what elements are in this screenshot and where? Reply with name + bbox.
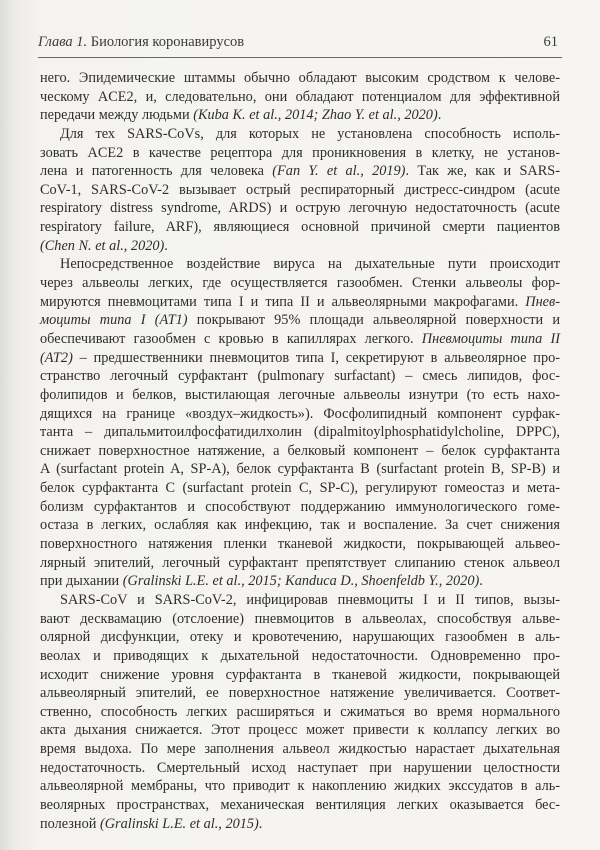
text-segment: лярный эпителий, легочный сурфактант препятствует слипанию стенок альвеол: [40, 554, 560, 571]
text-segment: .: [258, 815, 263, 832]
text-segment: дящихся на границе «воздух–жидкость»). Фосфолипидный компонент сурфак-: [40, 405, 560, 422]
text-line: [40, 666, 560, 685]
text-line: [40, 684, 560, 703]
text-segment: веолярных пространствах, механическая вентиляция легких оказывается бес-: [40, 796, 560, 813]
text-line: [40, 721, 560, 740]
text-line: [40, 349, 560, 368]
header-rule: [38, 57, 562, 58]
text-segment: остаза в легких, ослабляя как инфекцию, так и воспаление. За счет снижения: [40, 517, 560, 534]
text-segment: . Так же, как и SARS-: [405, 163, 561, 180]
text-segment: respiratory failure, ARF), являющиеся основной причиной смерти пациентов: [40, 219, 560, 236]
text-line: [40, 237, 560, 256]
text-line: [40, 591, 560, 610]
text-line: [40, 69, 560, 88]
chapter-label: Глава 1.: [38, 34, 88, 50]
text-line: [40, 610, 560, 629]
text-segment: при дыхании: [40, 573, 123, 590]
text-segment: respiratory distress syndrome, ARDS) и острую легочную недостаточность (acute: [40, 200, 560, 217]
text-line: [40, 255, 560, 274]
text-line: [40, 144, 560, 163]
text-segment: обеспечивают газообмен с кровью в капиллярах легкого.: [40, 330, 422, 347]
text-segment: полезной: [40, 815, 100, 832]
text-line: [40, 125, 560, 144]
text-segment: мируются пневмоцитами типа I и типа II и альвеолярными макрофагами.: [40, 293, 526, 310]
text-segment: передачи между людьми: [40, 107, 194, 124]
text-segment: него. Эпидемические штаммы обычно обладают высоким сродством к челове-: [40, 70, 560, 86]
text-line: [40, 815, 560, 834]
text-segment: лена и патогенность для человека: [40, 163, 273, 180]
text-segment: альвеолярной мембраны, что приводит к накоплению жидких экссудатов в аль-: [40, 778, 560, 795]
text-line: [40, 274, 560, 293]
text-segment: A (surfactant protein A, SP-A), белок сурфактанта B (surfactant protein B, SP-B) и: [40, 461, 560, 478]
citation-or-term: (Gralinski L.E. et al., 2015): [99, 815, 259, 832]
text-segment: ственно, способность легких расширяться и сжиматься во время нормального: [40, 703, 560, 720]
text-segment: через альвеолы легких, где осуществляется газообмен. Стенки альвеолы фор-: [40, 275, 560, 292]
text-segment: фолипидов и белков, выстилающая легочные альвеолы изнутри (то есть нахо-: [40, 386, 560, 403]
text-line: [40, 535, 560, 554]
text-segment: время выдоха. По мере заполнения альвеол жидкостью нарастает дыхательная: [40, 741, 560, 758]
text-line: [40, 423, 560, 442]
text-line: [40, 777, 560, 796]
text-segment: – предшественники пневмоцитов типа I, секретируют в альвеолярное про-: [72, 349, 560, 366]
text-line: [40, 88, 560, 107]
running-header: [38, 34, 560, 56]
text-segment: альвеолярный эпителий, ее поверхностное натяжение увеличивается. Соответ-: [40, 685, 560, 702]
text-line: [40, 162, 560, 181]
text-segment: странство легочный сурфактант (pulmonary surfactant) – смесь липидов, фос-: [40, 368, 560, 385]
text-segment: CoV-1, SARS-CoV-2 вызывает острый респираторный дистресс-синдром (acute: [40, 181, 560, 198]
text-segment: недостаточность. Смертельный исход наступает при нарушении целостности: [40, 759, 560, 776]
text-segment: белок сурфактанта C (surfactant protein C, SP-C), регулируют гомеостаз и мета-: [40, 480, 560, 497]
citation-or-term: Пневмоциты типа II: [421, 330, 560, 347]
citation-or-term: (Kuba K. et al., 2014; Zhao Y. et al., 2020): [193, 107, 438, 124]
text-segment: снижает поверхностное натяжение, а белковый компонент – белок сурфактанта: [40, 442, 560, 459]
text-line: [40, 498, 560, 517]
text-line: [40, 628, 560, 647]
text-line: [40, 740, 560, 759]
text-line: [40, 554, 560, 573]
text-segment: танта – дипальмитоилфосфатидилхолин (dipalmitoylphosphatidylcholine, DPPC),: [40, 424, 560, 441]
text-segment: поверхностного натяжения пленки тканевой жидкости, покрывающей альвео-: [40, 536, 560, 553]
text-line: [40, 330, 560, 349]
text-line: [40, 293, 560, 312]
text-segment: веолах и приводящих к дыхательной недостаточности. Одновременно про-: [40, 647, 560, 664]
text-line: [40, 405, 560, 424]
citation-or-term: Пнев-: [525, 293, 560, 310]
citation-or-term: (Fan Y. et al., 2019): [272, 163, 406, 180]
text-line: [40, 367, 560, 386]
text-segment: болизм сурфактантов и способствуют поддержанию иммунологического гоме-: [40, 498, 560, 515]
text-segment: ческому ACE2, и, следовательно, они обладают потенциалом для эффективной: [40, 88, 560, 105]
text-line: [40, 386, 560, 405]
text-line: [40, 311, 560, 330]
text-line: [40, 572, 560, 591]
text-line: [40, 647, 560, 666]
text-segment: покрывают 95% площади альвеолярной поверхности и: [187, 312, 560, 329]
text-segment: .: [479, 573, 483, 590]
page-number: 61: [543, 34, 558, 50]
text-segment: .: [164, 237, 168, 254]
text-segment: .: [437, 107, 442, 124]
text-segment: вают десквамацию (отслоение) пневмоцитов в альвеолах, способствуя альве-: [40, 610, 560, 627]
page-body: [40, 69, 560, 833]
text-line: [40, 479, 560, 498]
text-line: [40, 199, 560, 218]
text-line: [40, 442, 560, 461]
text-line: [40, 181, 560, 200]
text-segment: исходит снижение уровня сурфактанта в тканевой жидкости, покрывающей: [40, 666, 560, 683]
text-line: [40, 106, 560, 125]
citation-or-term: моциты типа I (AT1): [40, 312, 188, 329]
text-segment: SARS-CoV и SARS-CoV-2, инфицировав пневмоциты I и II типов, вызы-: [60, 591, 560, 608]
citation-or-term: (Chen N. et al., 2020): [40, 237, 165, 254]
citation-or-term: (AT2): [40, 349, 73, 366]
citation-or-term: (Gralinski L.E. et al., 2015; Kanduca D., Shoenfeldb Y., 2020): [122, 573, 480, 590]
text-line: [40, 703, 560, 722]
text-line: [40, 516, 560, 535]
text-line: [40, 218, 560, 237]
text-segment: Для тех SARS-CoVs, для которых не установлена способность исполь-: [60, 125, 560, 142]
text-segment: Непосредственное воздействие вируса на дыхательные пути происходит: [60, 256, 560, 273]
text-line: [40, 759, 560, 778]
text-segment: акта дыхания снижается. Этот процесс может привести к коллапсу легких во: [40, 722, 560, 739]
text-line: [40, 460, 560, 479]
text-segment: зовать ACE2 в качестве рецептора для проникновения в клетку, не установ-: [40, 144, 560, 161]
text-segment: олярной дисфункции, отеку и кровотечению, нарушающих газообмен в аль-: [40, 629, 560, 646]
text-line: [40, 796, 560, 815]
chapter-title: Биология коронавирусов: [87, 34, 245, 50]
